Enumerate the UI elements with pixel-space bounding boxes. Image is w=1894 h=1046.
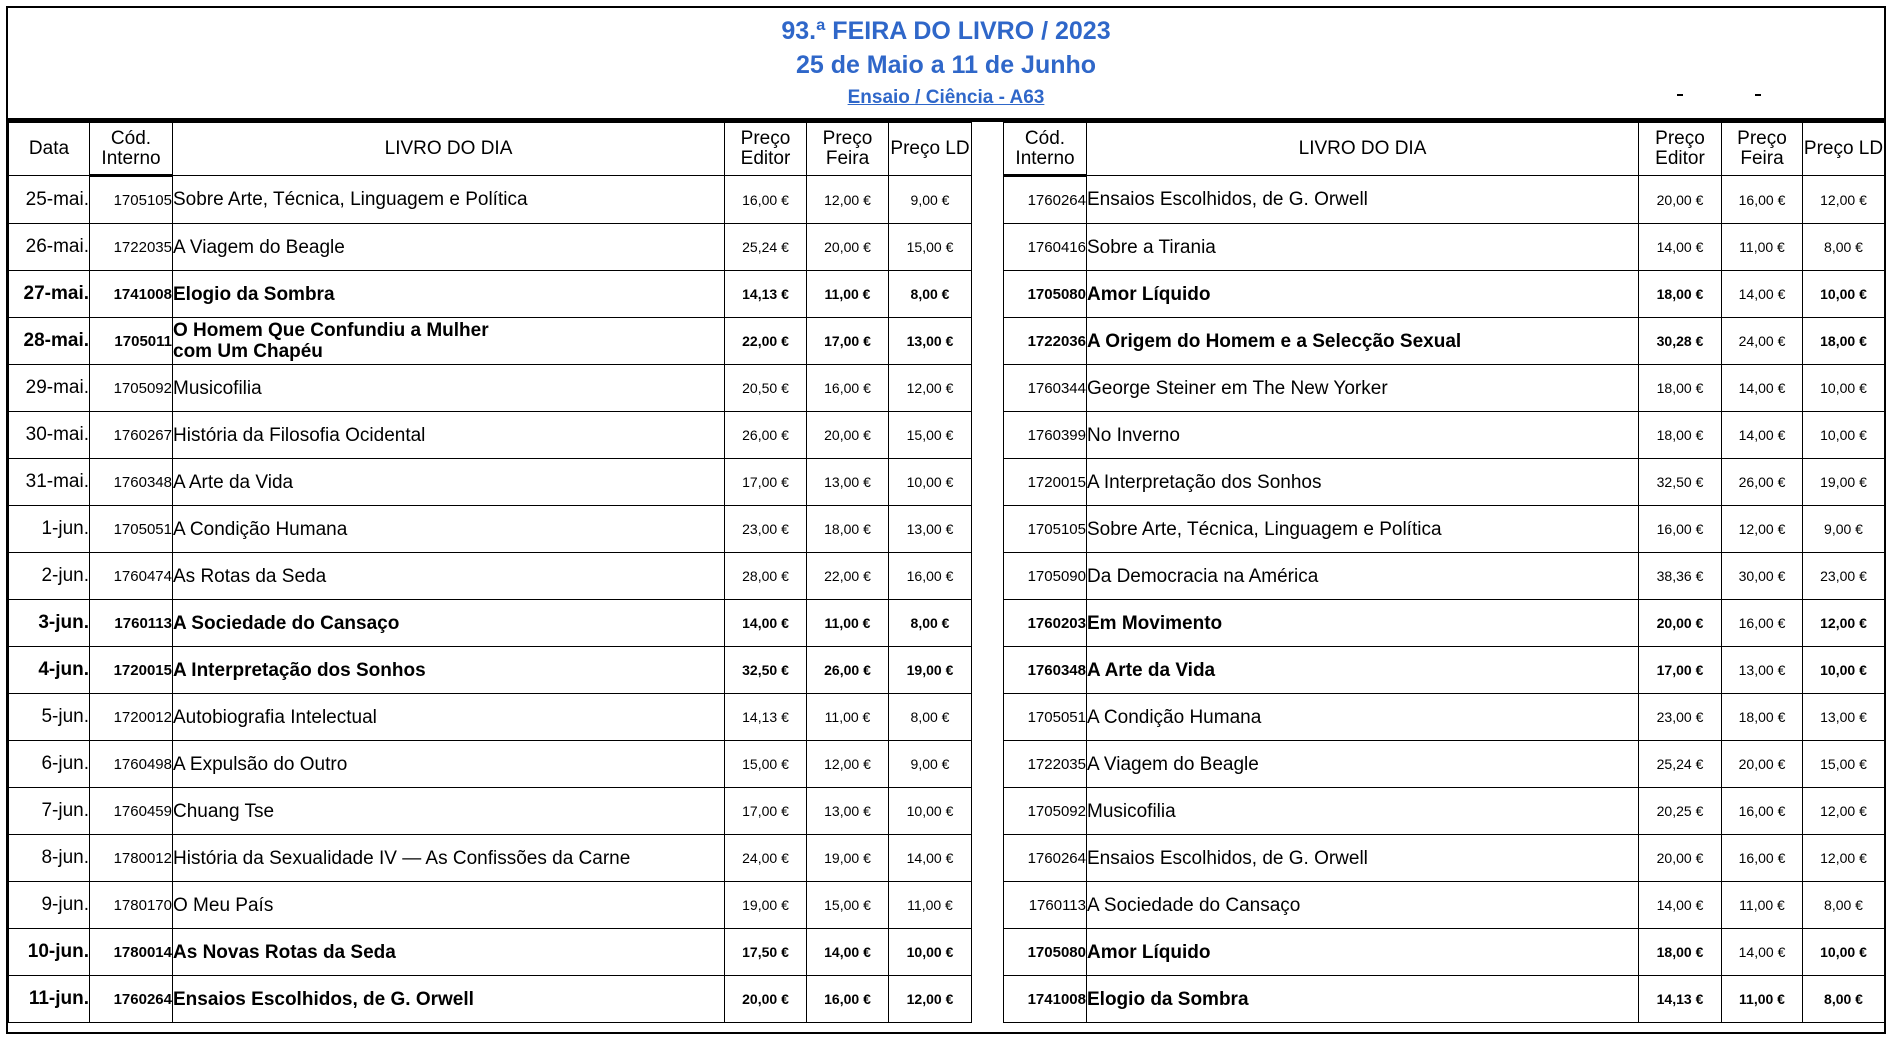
row-price-editor: 20,00 € <box>1639 600 1722 647</box>
row-date: 10-jun. <box>9 929 90 976</box>
table-row <box>9 224 972 271</box>
row-price-editor: 18,00 € <box>1639 929 1722 976</box>
table-row <box>9 506 972 553</box>
row-code: 1705105 <box>90 176 173 224</box>
row-code: 1760348 <box>1004 647 1087 694</box>
table-row <box>9 412 972 459</box>
row-price-ld: 9,00 € <box>889 741 972 788</box>
table-row <box>1004 318 1885 365</box>
col-header-date: Data <box>9 123 90 176</box>
row-price-ld: 10,00 € <box>1803 412 1885 459</box>
row-code: 1760113 <box>1004 882 1087 929</box>
row-code: 1722035 <box>1004 741 1087 788</box>
row-price-feira: 26,00 € <box>1722 459 1803 506</box>
row-price-ld: 10,00 € <box>1803 647 1885 694</box>
row-book-title: Amor Líquido <box>1087 271 1639 318</box>
row-price-ld: 12,00 € <box>1803 835 1885 882</box>
row-date: 8-jun. <box>9 835 90 882</box>
sheet-header <box>6 6 1886 119</box>
row-price-editor: 23,00 € <box>1639 694 1722 741</box>
row-price-editor: 18,00 € <box>1639 365 1722 412</box>
left-header-row <box>9 123 972 176</box>
row-code: 1760203 <box>1004 600 1087 647</box>
row-price-feira: 14,00 € <box>807 929 889 976</box>
row-price-editor: 15,00 € <box>725 741 807 788</box>
row-price-editor: 22,00 € <box>725 318 807 365</box>
col-header-book: LIVRO DO DIA <box>173 123 725 176</box>
row-code: 1760348 <box>90 459 173 506</box>
row-price-ld: 12,00 € <box>1803 788 1885 835</box>
row-code: 1722036 <box>1004 318 1087 365</box>
row-price-editor: 30,28 € <box>1639 318 1722 365</box>
row-date: 6-jun. <box>9 741 90 788</box>
row-price-feira: 16,00 € <box>1722 835 1803 882</box>
row-price-feira: 16,00 € <box>1722 788 1803 835</box>
table-row <box>1004 976 1885 1023</box>
row-book-title: Ensaios Escolhidos, de G. Orwell <box>1087 176 1639 224</box>
table-row <box>9 176 972 224</box>
table-row <box>9 788 972 835</box>
row-price-editor: 17,00 € <box>725 788 807 835</box>
row-book-title: A Condição Humana <box>1087 694 1639 741</box>
row-price-feira: 11,00 € <box>1722 976 1803 1023</box>
row-price-ld: 8,00 € <box>1803 224 1885 271</box>
row-book-title: Elogio da Sombra <box>1087 976 1639 1023</box>
row-date: 29-mai. <box>9 365 90 412</box>
row-code: 1705080 <box>1004 271 1087 318</box>
row-code: 1720015 <box>1004 459 1087 506</box>
row-price-feira: 12,00 € <box>1722 506 1803 553</box>
row-price-feira: 16,00 € <box>807 365 889 412</box>
row-price-editor: 16,00 € <box>1639 506 1722 553</box>
row-code: 1760264 <box>1004 835 1087 882</box>
row-price-editor: 38,36 € <box>1639 553 1722 600</box>
table-row <box>9 459 972 506</box>
row-price-ld: 10,00 € <box>1803 271 1885 318</box>
row-book-title: Musicofilia <box>1087 788 1639 835</box>
row-price-editor: 14,13 € <box>1639 976 1722 1023</box>
row-price-feira: 26,00 € <box>807 647 889 694</box>
table-row <box>1004 600 1885 647</box>
row-code: 1705051 <box>90 506 173 553</box>
row-code: 1705011 <box>90 318 173 365</box>
table-row <box>1004 459 1885 506</box>
fair-dates: 25 de Maio a 11 de Junho <box>795 51 1097 79</box>
row-price-editor: 18,00 € <box>1639 412 1722 459</box>
col-header-price-feira: Preço Feira <box>807 123 889 176</box>
row-book-title: Da Democracia na América <box>1087 553 1639 600</box>
row-price-feira: 17,00 € <box>807 318 889 365</box>
row-price-ld: 10,00 € <box>889 788 972 835</box>
row-book-title: A Sociedade do Cansaço <box>1087 882 1639 929</box>
col-header-price-editor: Preço Editor <box>1639 123 1722 176</box>
row-code: 1705090 <box>1004 553 1087 600</box>
row-price-feira: 13,00 € <box>1722 647 1803 694</box>
col-header-price-ld: Preço LD <box>1803 123 1885 176</box>
row-price-feira: 13,00 € <box>807 459 889 506</box>
row-date: 27-mai. <box>9 271 90 318</box>
row-price-feira: 12,00 € <box>807 741 889 788</box>
table-row <box>1004 271 1885 318</box>
row-price-editor: 14,00 € <box>725 600 807 647</box>
row-code: 1760498 <box>90 741 173 788</box>
row-date: 26-mai. <box>9 224 90 271</box>
row-code: 1705105 <box>1004 506 1087 553</box>
table-row <box>1004 412 1885 459</box>
table-row <box>1004 647 1885 694</box>
table-row <box>9 882 972 929</box>
col-header-code: Cód. Interno <box>90 123 173 176</box>
row-date: 31-mai. <box>9 459 90 506</box>
col-header-book: LIVRO DO DIA <box>1087 123 1639 176</box>
row-price-ld: 16,00 € <box>889 553 972 600</box>
row-price-feira: 22,00 € <box>807 553 889 600</box>
row-code: 1720012 <box>90 694 173 741</box>
row-price-feira: 14,00 € <box>1722 412 1803 459</box>
row-book-title: Em Movimento <box>1087 600 1639 647</box>
row-book-title: Elogio da Sombra <box>173 271 725 318</box>
left-table <box>8 122 972 1023</box>
row-price-feira: 20,00 € <box>1722 741 1803 788</box>
row-date: 25-mai. <box>9 176 90 224</box>
row-date: 9-jun. <box>9 882 90 929</box>
row-price-ld: 10,00 € <box>889 459 972 506</box>
row-price-editor: 20,00 € <box>1639 176 1722 224</box>
row-code: 1760474 <box>90 553 173 600</box>
fair-title: 93.ª FEIRA DO LIVRO / 2023 <box>781 17 1111 45</box>
header-dash-mark <box>1677 94 1683 96</box>
row-date: 5-jun. <box>9 694 90 741</box>
table-row <box>9 271 972 318</box>
row-price-ld: 12,00 € <box>1803 176 1885 224</box>
row-price-editor: 25,24 € <box>725 224 807 271</box>
row-code: 1741008 <box>1004 976 1087 1023</box>
row-price-editor: 25,24 € <box>1639 741 1722 788</box>
table-row <box>9 553 972 600</box>
row-price-ld: 15,00 € <box>889 224 972 271</box>
row-price-ld: 19,00 € <box>1803 459 1885 506</box>
row-book-title: A Origem do Homem e a Selecção Sexual <box>1087 318 1639 365</box>
row-price-ld: 10,00 € <box>1803 929 1885 976</box>
row-price-feira: 18,00 € <box>1722 694 1803 741</box>
row-price-feira: 11,00 € <box>807 694 889 741</box>
row-code: 1705092 <box>1004 788 1087 835</box>
row-price-editor: 24,00 € <box>725 835 807 882</box>
row-price-editor: 17,50 € <box>725 929 807 976</box>
row-code: 1722035 <box>90 224 173 271</box>
table-row <box>9 741 972 788</box>
row-price-editor: 17,00 € <box>1639 647 1722 694</box>
row-code: 1780170 <box>90 882 173 929</box>
row-price-ld: 12,00 € <box>889 976 972 1023</box>
table-row <box>1004 553 1885 600</box>
row-book-title: A Viagem do Beagle <box>1087 741 1639 788</box>
row-price-ld: 8,00 € <box>1803 976 1885 1023</box>
row-code: 1760416 <box>1004 224 1087 271</box>
row-price-ld: 14,00 € <box>889 835 972 882</box>
row-code: 1760399 <box>1004 412 1087 459</box>
row-price-feira: 16,00 € <box>1722 176 1803 224</box>
row-book-title: Sobre Arte, Técnica, Linguagem e Política <box>173 176 725 224</box>
row-code: 1760344 <box>1004 365 1087 412</box>
row-code: 1705092 <box>90 365 173 412</box>
row-price-ld: 8,00 € <box>889 600 972 647</box>
row-price-editor: 28,00 € <box>725 553 807 600</box>
row-book-title: Amor Líquido <box>1087 929 1639 976</box>
row-book-title: Ensaios Escolhidos, de G. Orwell <box>1087 835 1639 882</box>
section-title: Ensaio / Ciência - A63 <box>847 87 1045 108</box>
row-price-feira: 24,00 € <box>1722 318 1803 365</box>
row-book-title: A Arte da Vida <box>173 459 725 506</box>
row-price-ld: 15,00 € <box>1803 741 1885 788</box>
row-price-editor: 20,00 € <box>725 976 807 1023</box>
row-price-ld: 12,00 € <box>1803 600 1885 647</box>
table-row <box>1004 741 1885 788</box>
row-price-feira: 13,00 € <box>807 788 889 835</box>
row-book-title: História da Filosofia Ocidental <box>173 412 725 459</box>
row-book-title: Chuang Tse <box>173 788 725 835</box>
row-price-ld: 10,00 € <box>1803 365 1885 412</box>
table-row <box>9 365 972 412</box>
row-price-ld: 19,00 € <box>889 647 972 694</box>
row-price-ld: 15,00 € <box>889 412 972 459</box>
row-price-editor: 32,50 € <box>725 647 807 694</box>
row-price-ld: 12,00 € <box>889 365 972 412</box>
table-row <box>9 318 972 365</box>
table-row <box>1004 506 1885 553</box>
row-price-feira: 16,00 € <box>1722 600 1803 647</box>
table-row <box>1004 365 1885 412</box>
table-row <box>1004 176 1885 224</box>
header-dash-mark <box>1755 94 1761 96</box>
row-date: 3-jun. <box>9 600 90 647</box>
row-price-feira: 14,00 € <box>1722 929 1803 976</box>
row-price-ld: 13,00 € <box>889 506 972 553</box>
col-header-price-feira: Preço Feira <box>1722 123 1803 176</box>
row-date: 1-jun. <box>9 506 90 553</box>
row-code: 1705051 <box>1004 694 1087 741</box>
row-book-title: As Rotas da Seda <box>173 553 725 600</box>
row-code: 1705080 <box>1004 929 1087 976</box>
row-price-ld: 9,00 € <box>1803 506 1885 553</box>
table-row <box>1004 224 1885 271</box>
row-date: 28-mai. <box>9 318 90 365</box>
row-code: 1741008 <box>90 271 173 318</box>
row-price-feira: 12,00 € <box>807 176 889 224</box>
row-code: 1760113 <box>90 600 173 647</box>
row-price-editor: 14,13 € <box>725 694 807 741</box>
row-price-editor: 20,00 € <box>1639 835 1722 882</box>
col-header-code: Cód. Interno <box>1004 123 1087 176</box>
right-header-row <box>1004 123 1885 176</box>
row-book-title: George Steiner em The New Yorker <box>1087 365 1639 412</box>
row-price-ld: 11,00 € <box>889 882 972 929</box>
row-price-feira: 19,00 € <box>807 835 889 882</box>
row-date: 11-jun. <box>9 976 90 1023</box>
row-book-title: A Arte da Vida <box>1087 647 1639 694</box>
row-price-ld: 18,00 € <box>1803 318 1885 365</box>
row-code: 1780012 <box>90 835 173 882</box>
table-row <box>9 929 972 976</box>
row-book-title: Musicofilia <box>173 365 725 412</box>
row-book-title: A Sociedade do Cansaço <box>173 600 725 647</box>
row-price-editor: 16,00 € <box>725 176 807 224</box>
table-row <box>9 976 972 1023</box>
row-price-feira: 11,00 € <box>1722 882 1803 929</box>
row-date: 2-jun. <box>9 553 90 600</box>
row-date: 7-jun. <box>9 788 90 835</box>
row-price-ld: 10,00 € <box>889 929 972 976</box>
row-price-editor: 32,50 € <box>1639 459 1722 506</box>
row-price-feira: 11,00 € <box>807 600 889 647</box>
row-price-feira: 11,00 € <box>807 271 889 318</box>
row-book-title: Autobiografia Intelectual <box>173 694 725 741</box>
row-price-feira: 30,00 € <box>1722 553 1803 600</box>
row-price-ld: 8,00 € <box>1803 882 1885 929</box>
row-price-ld: 13,00 € <box>889 318 972 365</box>
row-code: 1760264 <box>1004 176 1087 224</box>
row-price-ld: 23,00 € <box>1803 553 1885 600</box>
row-book-title: A Viagem do Beagle <box>173 224 725 271</box>
row-price-ld: 8,00 € <box>889 271 972 318</box>
table-row <box>1004 929 1885 976</box>
row-price-feira: 11,00 € <box>1722 224 1803 271</box>
row-price-feira: 14,00 € <box>1722 365 1803 412</box>
table-row <box>1004 835 1885 882</box>
table-row <box>9 694 972 741</box>
row-price-feira: 20,00 € <box>807 224 889 271</box>
row-book-title: As Novas Rotas da Seda <box>173 929 725 976</box>
row-code: 1760264 <box>90 976 173 1023</box>
row-book-title: No Inverno <box>1087 412 1639 459</box>
right-table <box>1003 122 1885 1023</box>
table-row <box>1004 882 1885 929</box>
row-price-ld: 8,00 € <box>889 694 972 741</box>
row-date: 4-jun. <box>9 647 90 694</box>
row-book-title: Sobre a Tirania <box>1087 224 1639 271</box>
table-row <box>9 835 972 882</box>
row-price-editor: 14,00 € <box>1639 882 1722 929</box>
col-header-price-ld: Preço LD <box>889 123 972 176</box>
row-book-title: O Meu País <box>173 882 725 929</box>
row-price-editor: 14,13 € <box>725 271 807 318</box>
table-row <box>1004 788 1885 835</box>
row-code: 1760267 <box>90 412 173 459</box>
row-price-editor: 26,00 € <box>725 412 807 459</box>
row-book-title: Ensaios Escolhidos, de G. Orwell <box>173 976 725 1023</box>
col-header-price-editor: Preço Editor <box>725 123 807 176</box>
row-book-title: História da Sexualidade IV — As Confissões da Carne <box>173 835 725 882</box>
row-code: 1760459 <box>90 788 173 835</box>
row-price-ld: 13,00 € <box>1803 694 1885 741</box>
row-price-feira: 18,00 € <box>807 506 889 553</box>
row-book-title: A Condição Humana <box>173 506 725 553</box>
table-row <box>1004 694 1885 741</box>
row-book-title: A Interpretação dos Sonhos <box>1087 459 1639 506</box>
table-row <box>9 600 972 647</box>
row-price-feira: 15,00 € <box>807 882 889 929</box>
row-price-editor: 18,00 € <box>1639 271 1722 318</box>
row-price-feira: 20,00 € <box>807 412 889 459</box>
row-code: 1720015 <box>90 647 173 694</box>
price-sheet <box>6 6 1888 1036</box>
row-price-editor: 14,00 € <box>1639 224 1722 271</box>
row-price-editor: 19,00 € <box>725 882 807 929</box>
row-price-editor: 20,25 € <box>1639 788 1722 835</box>
row-price-ld: 9,00 € <box>889 176 972 224</box>
table-row <box>9 647 972 694</box>
row-price-editor: 20,50 € <box>725 365 807 412</box>
row-price-feira: 14,00 € <box>1722 271 1803 318</box>
row-date: 30-mai. <box>9 412 90 459</box>
row-code: 1780014 <box>90 929 173 976</box>
row-book-title: A Expulsão do Outro <box>173 741 725 788</box>
row-book-title: A Interpretação dos Sonhos <box>173 647 725 694</box>
row-book-title: Sobre Arte, Técnica, Linguagem e Política <box>1087 506 1639 553</box>
row-price-editor: 23,00 € <box>725 506 807 553</box>
row-price-editor: 17,00 € <box>725 459 807 506</box>
row-price-feira: 16,00 € <box>807 976 889 1023</box>
row-book-title: O Homem Que Confundiu a Mulher com Um Chapéu <box>173 318 725 365</box>
